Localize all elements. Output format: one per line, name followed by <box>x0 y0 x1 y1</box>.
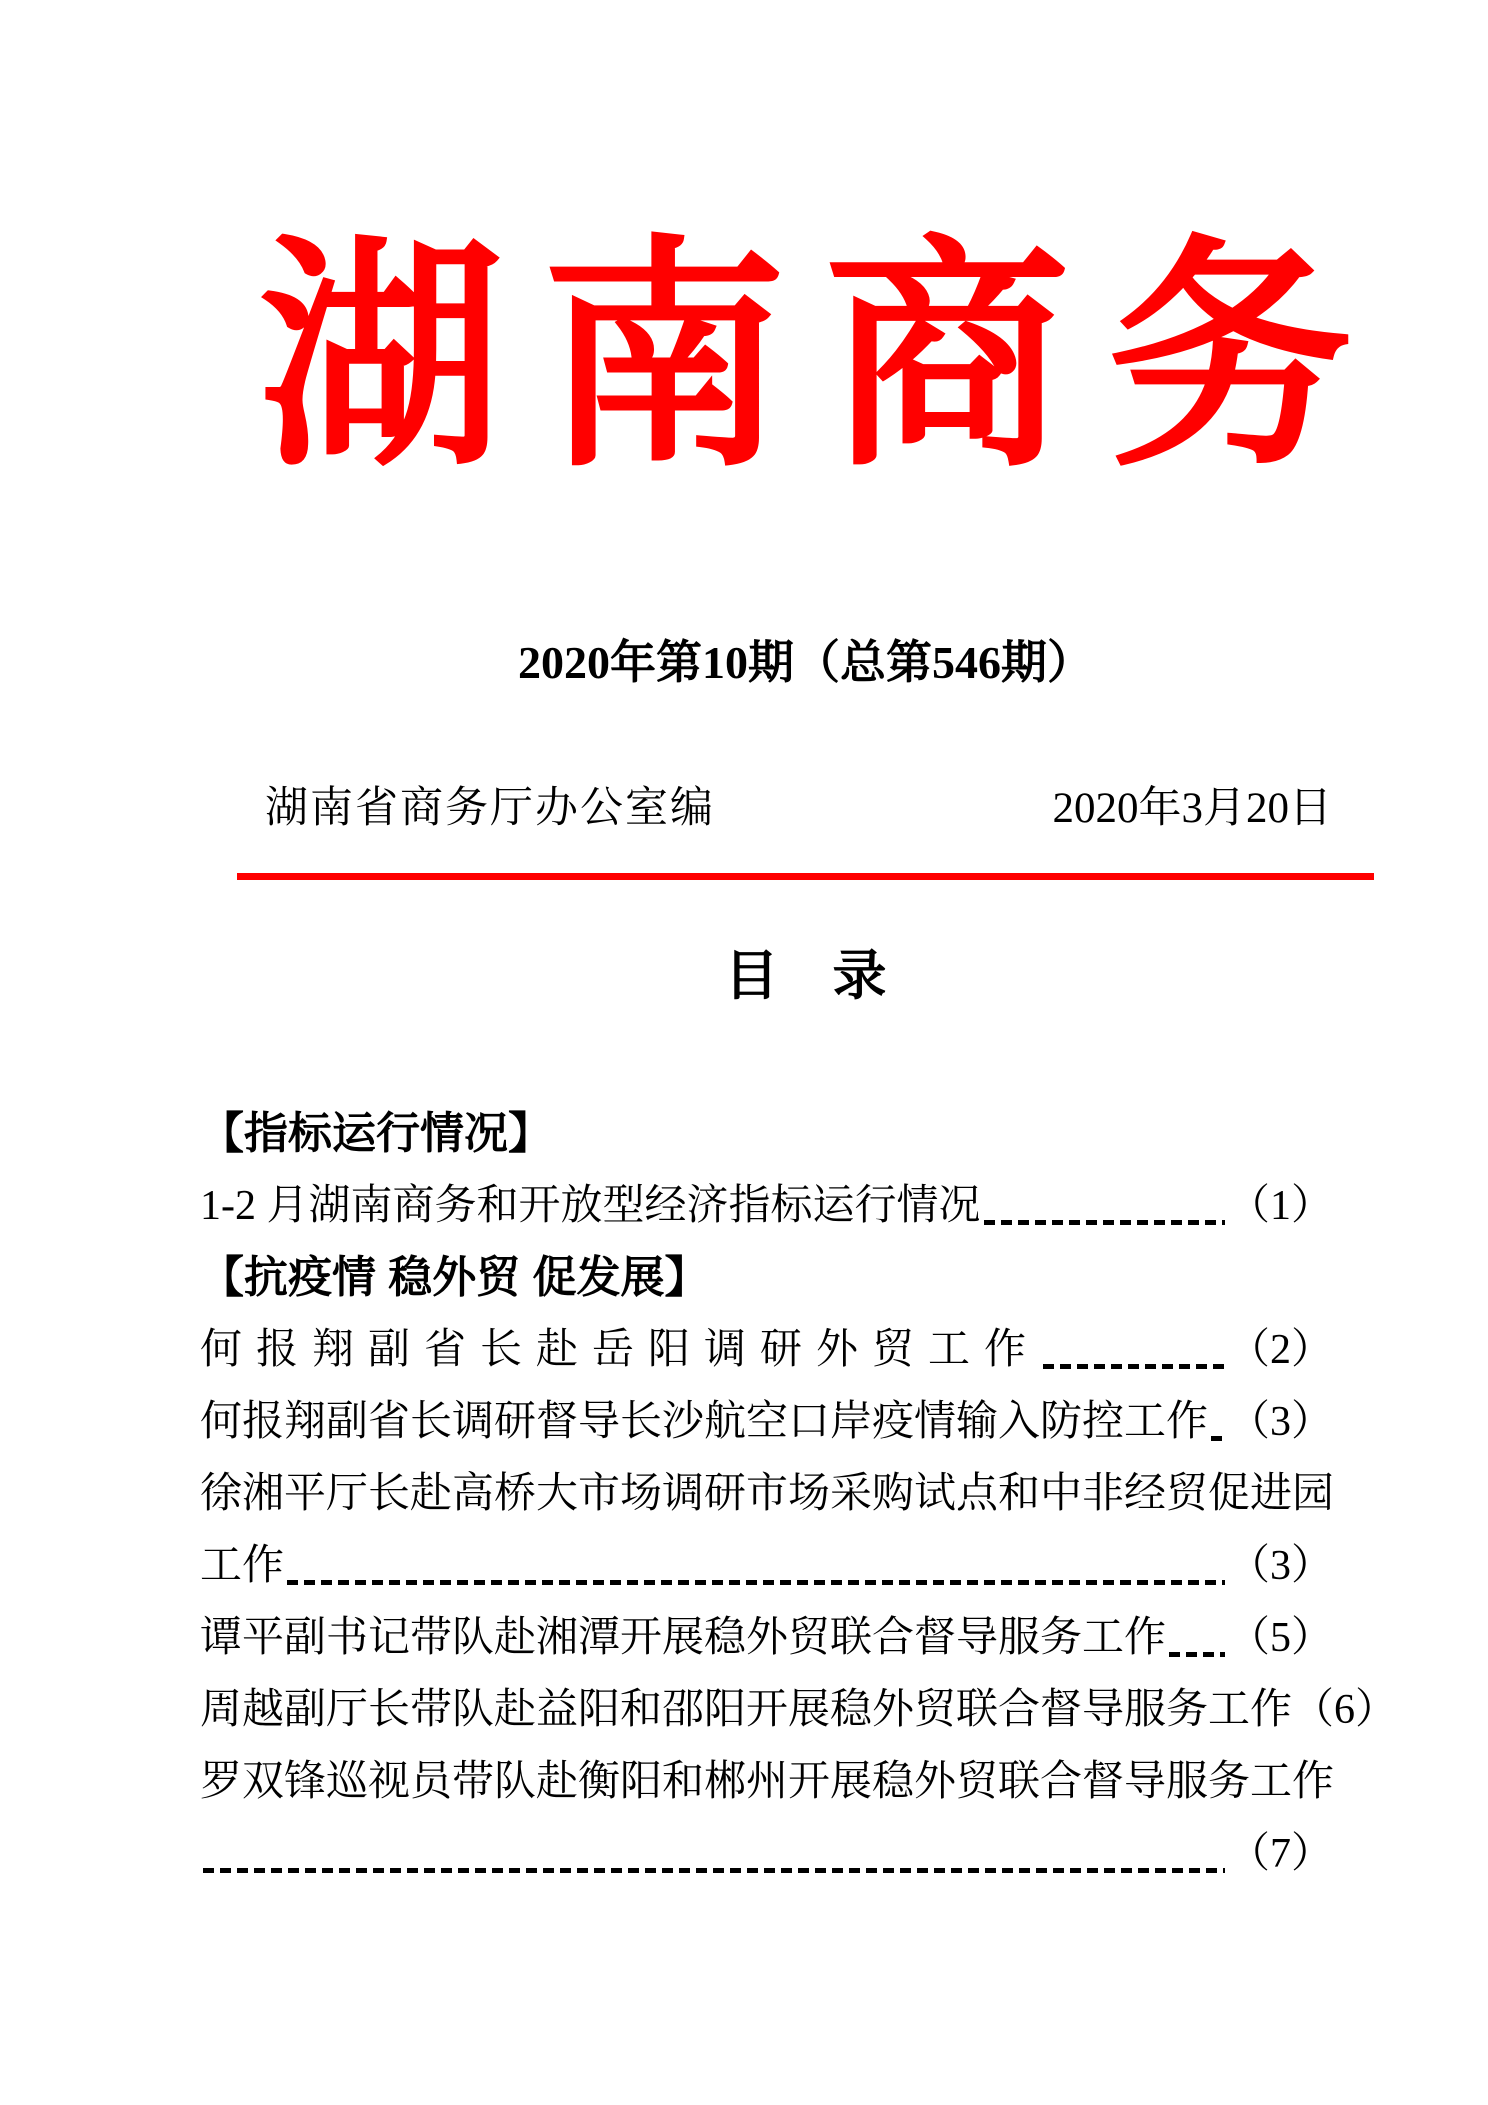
masthead-title-text: 湖南商务 <box>258 224 1391 495</box>
toc-entry-text: 何报翔副省长调研督导长沙航空口岸疫情输入防控工作 <box>200 1399 1209 1445</box>
issue-line: 2020年第10期（总第546期） <box>518 637 1093 688</box>
toc-page-number: （7） <box>1227 1831 1333 1877</box>
toc-page-number: （3） <box>1227 1543 1333 1589</box>
toc-dash-leader <box>1211 1436 1225 1441</box>
toc-entry-text: 罗双锋巡视员带队赴衡阳和郴州开展稳外贸联合督导服务工作 <box>200 1759 1335 1805</box>
toc-page-number: （1） <box>1227 1183 1333 1229</box>
toc-dash-leader <box>203 1868 1225 1873</box>
toc-entry-text: 1-2 月湖南商务和开放型经济指标运行情况 <box>200 1183 981 1229</box>
toc-entry-wrapped-first-line <box>200 1746 1333 1818</box>
publisher-line: 湖南省商务厅办公室编 <box>265 785 715 832</box>
toc-entry-wrapped-second-line <box>200 1530 1333 1602</box>
toc-section-heading <box>200 1242 1333 1314</box>
toc-page-number: （6） <box>1292 1687 1398 1733</box>
toc-entry-text: 徐湘平厅长赴高桥大市场调研市场采购试点和中非经贸促进园 <box>200 1471 1335 1517</box>
toc-entry-text: 周越副厅长带队赴益阳和邵阳开展稳外贸联合督导服务工作 <box>200 1687 1293 1733</box>
toc-entry-text: 谭平副书记带队赴湘潭开展稳外贸联合督导服务工作 <box>200 1615 1167 1661</box>
toc-dash-leader <box>1169 1652 1225 1657</box>
masthead-title <box>237 205 1391 515</box>
toc-section-heading <box>200 1098 1333 1170</box>
toc-entry-wrapped-first-line <box>200 1458 1333 1530</box>
toc-page-number: （2） <box>1227 1327 1333 1373</box>
toc-entry-text: 工作 <box>200 1543 285 1589</box>
toc-entry <box>200 1386 1333 1458</box>
publisher-row <box>237 778 1374 840</box>
red-divider-rule <box>237 873 1374 880</box>
toc-page-number: （5） <box>1227 1615 1333 1661</box>
toc-heading-text: 【指标运行情况】 <box>200 1109 552 1158</box>
toc-entry <box>200 1602 1333 1674</box>
toc-heading-text: 【抗疫情 稳外贸 促发展】 <box>200 1253 709 1302</box>
table-of-contents <box>200 1098 1398 1890</box>
toc-page-number: （3） <box>1227 1399 1333 1445</box>
toc-dash-leader <box>1043 1364 1225 1369</box>
toc-entry-text: 何报翔副省长赴岳阳调研外贸工作 <box>200 1327 1041 1373</box>
toc-entry <box>200 1170 1333 1242</box>
toc-entry <box>200 1314 1333 1386</box>
toc-entry <box>200 1674 1398 1746</box>
toc-title: 目 录 <box>724 946 887 1006</box>
toc-entry-wrapped-second-line <box>200 1818 1333 1890</box>
publish-date: 2020年3月20日 <box>1052 785 1332 832</box>
toc-dash-leader <box>287 1580 1225 1585</box>
toc-dash-leader <box>984 1220 1225 1225</box>
